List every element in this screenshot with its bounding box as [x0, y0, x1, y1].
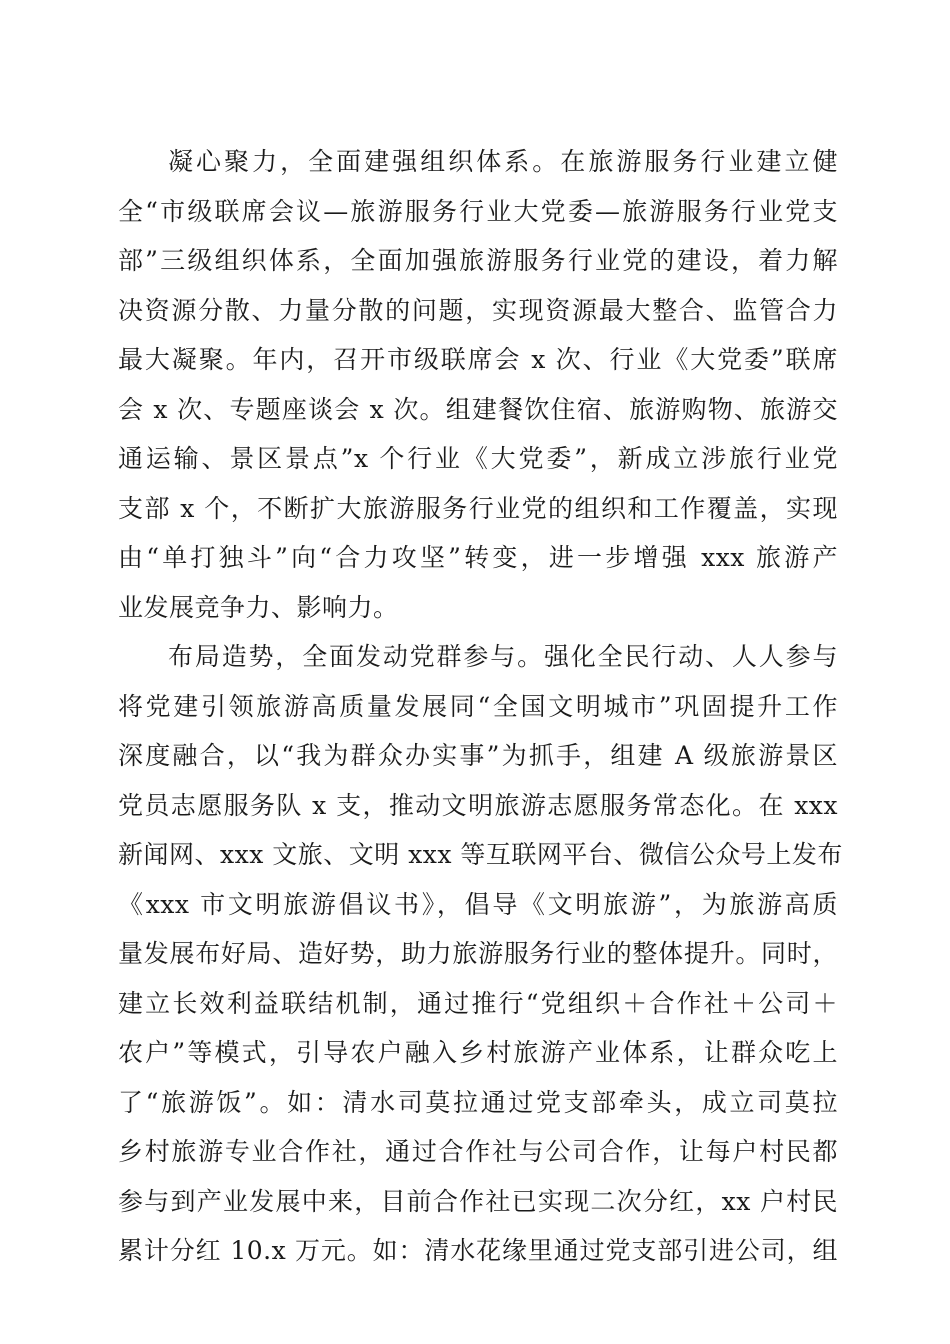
paragraph-2-line-1: 布局造势，全面发动党群参与。强化全民行动、人人参与 — [168, 642, 838, 671]
paragraph-1-line-3: 部”三级组织体系，全面加强旅游服务行业党的建设，着力解 — [118, 246, 838, 275]
paragraph-2-line-4: 党员志愿服务队 x 支，推动文明旅游志愿服务常态化。在 xxx — [118, 790, 838, 820]
paragraph-2-line-11: 乡村旅游专业合作社，通过合作社与公司合作，让每户村民都 — [118, 1137, 838, 1166]
paragraph-2-line-2: 将党建引领旅游高质量发展同“全国文明城市”巩固提升工作 — [118, 691, 838, 721]
paragraph-1-line-9: 由“单打独斗”向“合力攻坚”转变，进一步增强 xxx 旅游产 — [118, 543, 838, 572]
paragraph-1-line-6: 会 x 次、专题座谈会 x 次。组建餐饮住宿、旅游购物、旅游交 — [118, 394, 838, 424]
paragraph-1-line-4: 决资源分散、力量分散的问题，实现资源最大整合、监管合力 — [118, 295, 838, 325]
paragraph-1-line-8: 支部 x 个，不断扩大旅游服务行业党的组织和工作覆盖，实现 — [118, 493, 838, 523]
paragraph-1-line-5: 最大凝聚。年内，召开市级联席会 x 次、行业《大党委”联席 — [118, 345, 838, 374]
document-body — [118, 137, 843, 1276]
paragraph-1-line-10: 业发展竞争力、影响力。 — [118, 592, 399, 622]
paragraph-2-line-5: 新闻网、xxx 文旅、文明 xxx 等互联网平台、微信公众号上发布 — [118, 840, 843, 869]
paragraph-2-line-3: 深度融合，以“我为群众办实事”为抓手，组建 A 级旅游景区 — [118, 741, 838, 770]
paragraph-1-line-2: 全“市级联席会议—旅游服务行业大党委—旅游服务行业党支 — [118, 196, 838, 226]
paragraph-2-line-7: 量发展布好局、造好势，助力旅游服务行业的整体提升。同时， — [118, 939, 838, 968]
paragraph-2-line-12: 参与到产业发展中来，目前合作社已实现二次分红，xx 户村民 — [118, 1186, 838, 1216]
paragraph-2-line-6: 《xxx 市文明旅游倡议书》，倡导《文明旅游”，为旅游高质 — [118, 889, 838, 919]
paragraph-2-line-8: 建立长效利益联结机制，通过推行“党组织＋合作社＋公司＋ — [118, 988, 838, 1018]
paragraph-1-line-1: 凝心聚力，全面建强组织体系。在旅游服务行业建立健 — [168, 147, 838, 176]
paragraph-1-line-7: 通运输、景区景点”x 个行业《大党委”，新成立涉旅行业党 — [118, 444, 838, 473]
paragraph-2-line-10: 了“旅游饭”。如：清水司莫拉通过党支部牵头，成立司莫拉 — [118, 1087, 838, 1117]
paragraph-2-line-13: 累计分红 10.x 万元。如：清水花缘里通过党支部引进公司，组 — [118, 1236, 838, 1265]
paragraph-2-line-9: 农户”等模式，引导农户融入乡村旅游产业体系，让群众吃上 — [118, 1038, 838, 1067]
